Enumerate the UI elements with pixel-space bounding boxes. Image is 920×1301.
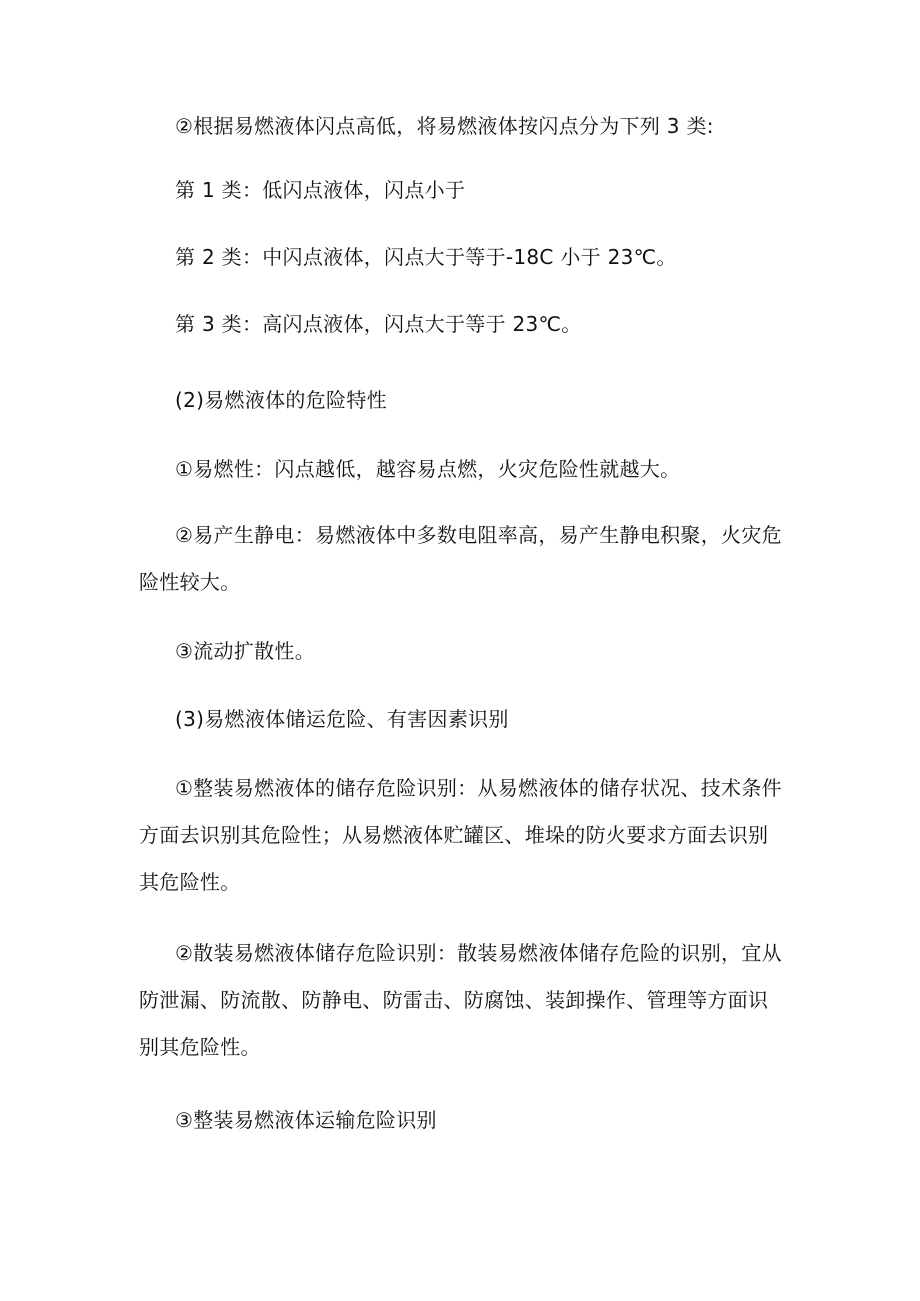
paragraph-bulk-storage: ②散装易燃液体储存危险识别：散装易燃液体储存危险的识别，宜从防泄漏、防流散、防静电、防雷击、防腐蚀、装卸操作、管理等方面识别其危险性。: [139, 941, 782, 1059]
paragraph-flow-diffusion: ③流动扩散性。: [175, 639, 316, 663]
paragraph-class-2: 第 2 类：中闪点液体，闪点大于等于-18C 小于 23℃。: [175, 245, 677, 269]
paragraph-packaged-transport: ③整装易燃液体运输危险识别: [175, 1108, 437, 1132]
section-heading-storage-transport: (3)易燃液体储运危险、有害因素识别: [175, 707, 509, 731]
paragraph-class-3: 第 3 类：高闪点液体，闪点大于等于 23℃。: [175, 312, 582, 336]
section-heading-hazard-properties: (2)易燃液体的危险特性: [175, 388, 387, 412]
paragraph-static-electricity: ②易产生静电：易燃液体中多数电阻率高，易产生静电积聚，火灾危险性较大。: [139, 523, 782, 594]
paragraph-packaged-storage: ①整装易燃液体的储存危险识别：从易燃液体的储存状况、技术条件方面去识别其危险性；从易燃液体贮罐区、堆垛的防火要求方面去识别其危险性。: [139, 776, 782, 894]
paragraph-class-1: 第 1 类：低闪点液体，闪点小于: [175, 178, 466, 202]
paragraph-flammability: ①易燃性：闪点越低，越容易点燃，火灾危险性就越大。: [175, 457, 681, 481]
paragraph-classification-intro: ②根据易燃液体闪点高低，将易燃液体按闪点分为下列 3 类:: [175, 114, 714, 138]
